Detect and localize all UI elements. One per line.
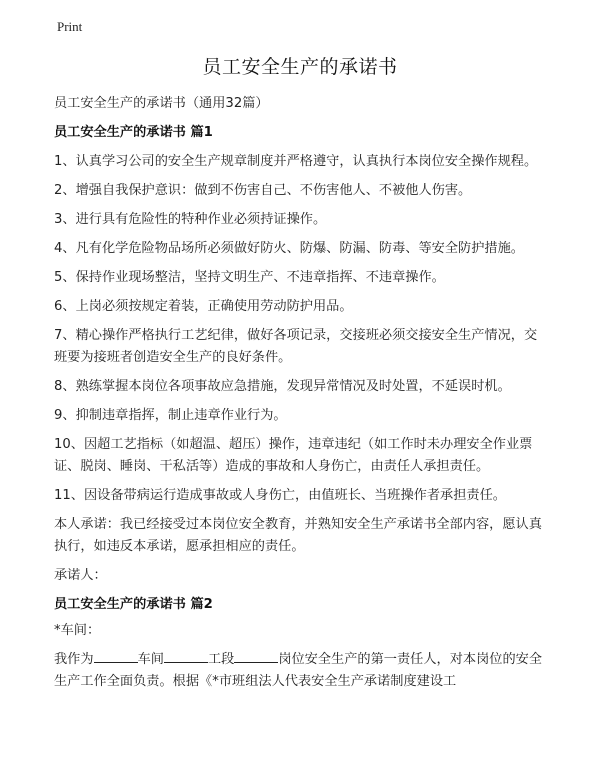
list-item: 6、上岗必须按规定着装，正确使用劳动防护用品。 — [54, 299, 353, 314]
document-subtitle: 员工安全生产的承诺书（通用32篇） — [54, 96, 269, 111]
blank-field — [164, 650, 208, 663]
blank-field — [234, 650, 278, 663]
list-item: 8、熟练掌握本岗位各项事故应急措施，发现异常情况及时处置，不延误时机。 — [54, 379, 511, 394]
section-heading-1: 员工安全生产的承诺书 篇1 — [54, 125, 213, 140]
body-workshop: 车间 — [137, 652, 164, 667]
document-body — [54, 93, 544, 693]
section-heading-2: 员工安全生产的承诺书 篇2 — [54, 597, 213, 612]
list-item: 2、增强自我保护意识：做到不伤害自己、不伤害他人、不被他人伤害。 — [54, 183, 472, 198]
list-item: 11、因设备带病运行造成事故或人身伤亡，由值班长、当班操作者承担责任。 — [54, 488, 506, 503]
workshop-line: *车间： — [54, 623, 101, 638]
commitment-paragraph — [54, 649, 544, 693]
print-link[interactable]: Print — [57, 19, 83, 34]
signature-line: 承诺人： — [54, 568, 107, 583]
list-item: 1、认真学习公司的安全生产规章制度并严格遵守，认真执行本岗位安全操作规程。 — [54, 154, 538, 169]
blank-field — [94, 650, 138, 663]
body-start: 我作为 — [54, 652, 94, 667]
list-item: 3、进行具有危险性的特种作业必须持证操作。 — [54, 212, 327, 227]
list-item: 5、保持作业现场整洁，坚持文明生产、不违章指挥、不违章操作。 — [54, 270, 445, 285]
list-item: 4、凡有化学危险物品场所必须做好防火、防爆、防漏、防毒、等安全防护措施。 — [54, 241, 524, 256]
list-item: 10、因超工艺指标（如超温、超压）操作，违章违纪（如工作时未办理安全作业票证、脱岗、睡岗、干私活等）造成的事故和人身伤亡，由责任人承担责任。 — [54, 437, 533, 474]
body-rest: 岗位安全生产的第一责任人，对本岗位的安全生产工作全面负责。根据《*市班组法人代表安全生产承诺制度建设工 — [54, 652, 543, 689]
body-section: 工段 — [207, 652, 235, 667]
pledge-paragraph: 本人承诺：我已经接受过本岗位安全教育，并熟知安全生产承诺书全部内容，愿认真执行，如违反本承诺，愿承担相应的责任。 — [54, 517, 542, 554]
list-item: 7、精心操作严格执行工艺纪律，做好各项记录，交接班必须交接安全生产情况，交班要为接班者创造安全生产的良好条件。 — [54, 328, 538, 365]
list-item: 9、抑制违章指挥，制止违章作业行为。 — [54, 408, 287, 423]
document-title: 员工安全生产的承诺书 — [202, 56, 398, 78]
